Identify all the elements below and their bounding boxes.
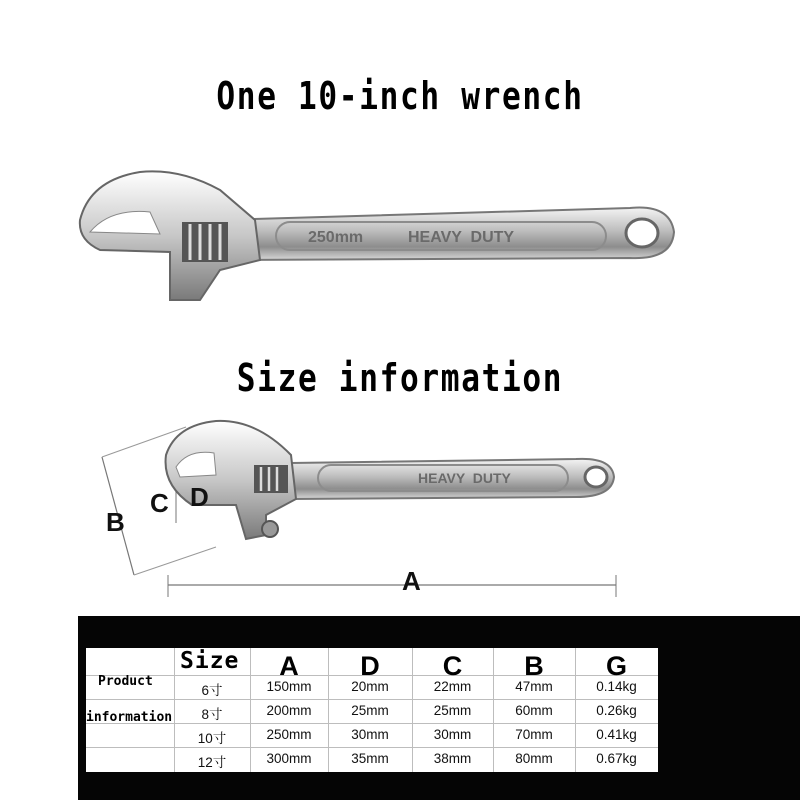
table-cell-size: 10寸 xyxy=(197,731,227,746)
size-column-header: Size xyxy=(180,648,240,674)
column-header-b: B xyxy=(524,651,544,681)
wrench-dimension-diagram xyxy=(96,415,626,605)
spec-table xyxy=(86,648,658,772)
table-cell-d: 25mm xyxy=(351,703,389,718)
table-cell-g: 0.14kg xyxy=(596,679,637,694)
column-header-d: D xyxy=(360,651,380,681)
product-title: One 10-inch wrench xyxy=(216,74,584,118)
table-cell-a: 150mm xyxy=(266,679,312,694)
diagram-brand-engraving: HEAVY DUTY xyxy=(418,470,511,486)
table-cell-size: 6寸 xyxy=(201,683,223,698)
table-cell-g: 0.41kg xyxy=(596,727,637,742)
table-cell-a: 200mm xyxy=(266,703,312,718)
dimension-label-a: A xyxy=(402,566,421,596)
table-cell-g: 0.67kg xyxy=(596,751,637,766)
wrench-brand-engraving: HEAVY DUTY xyxy=(408,229,515,246)
column-header-g: G xyxy=(605,651,627,681)
table-cell-d: 35mm xyxy=(351,751,389,766)
column-header-a: A xyxy=(279,651,299,681)
wrench-photo xyxy=(70,160,680,310)
table-cell-size: 12寸 xyxy=(197,755,227,770)
table-cell-b: 70mm xyxy=(515,727,553,742)
table-cell-b: 47mm xyxy=(515,679,553,694)
information-label: information xyxy=(86,710,173,725)
dimension-label-d: D xyxy=(190,482,209,512)
table-cell-a: 300mm xyxy=(266,751,312,766)
table-cell-c: 25mm xyxy=(433,703,472,718)
table-cell-g: 0.26kg xyxy=(596,703,637,718)
table-cell-b: 80mm xyxy=(515,751,553,766)
product-label: Product xyxy=(98,674,153,689)
wrench-size-engraving: 250mm xyxy=(308,229,364,246)
table-cell-c: 30mm xyxy=(433,727,472,742)
table-cell-c: 22mm xyxy=(433,679,472,694)
table-cell-size: 8寸 xyxy=(201,707,223,722)
table-cell-c: 38mm xyxy=(433,751,472,766)
dimension-label-c: C xyxy=(150,488,169,518)
column-header-c: C xyxy=(442,651,463,681)
dimension-label-b: B xyxy=(106,507,125,537)
table-cell-d: 30mm xyxy=(351,727,389,742)
table-cell-a: 250mm xyxy=(266,727,312,742)
table-cell-d: 20mm xyxy=(351,679,389,694)
size-info-heading: Size information xyxy=(236,356,564,400)
table-cell-b: 60mm xyxy=(515,703,553,718)
